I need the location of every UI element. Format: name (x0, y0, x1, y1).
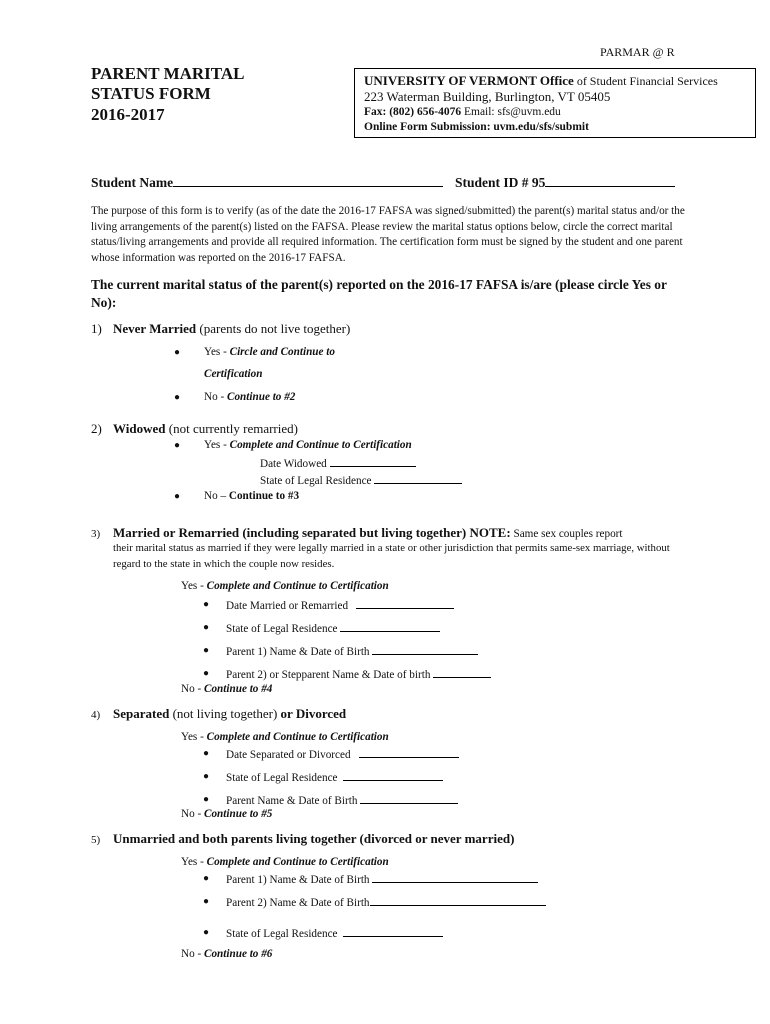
section-4-title: Separated (113, 706, 170, 721)
date-married-label: Date Married or Remarried (226, 600, 349, 612)
bullet-icon: ● (174, 440, 181, 451)
section-3-title: Married or Remarried (including separated but living together) (113, 525, 470, 540)
yes-label: Yes - (181, 580, 207, 592)
yes-label: Yes - (204, 439, 230, 451)
student-id-row (455, 175, 675, 191)
section-5-title: Unmarried and both parents living together (divorced or never married) (113, 831, 515, 846)
office-online-submission: Online Form Submission: uvm.edu/sfs/submit (364, 121, 589, 133)
legal-residence-field[interactable] (343, 926, 443, 937)
student-name-label: Student Name (91, 175, 174, 190)
date-married-field[interactable] (356, 598, 454, 609)
legal-residence-field[interactable] (343, 770, 443, 781)
parent-2-row (226, 667, 491, 681)
yes-action: Circle and Continue to (229, 346, 335, 358)
section-3-note-start: Same sex couples report (510, 528, 623, 540)
student-name-field[interactable] (173, 176, 443, 187)
no-action: Continue to #6 (204, 948, 273, 960)
form-title-line-3: 2016-2017 (91, 105, 165, 124)
yes-label: Yes - (181, 856, 207, 868)
parent-name-row (226, 793, 458, 807)
legal-residence-row (226, 621, 440, 635)
parent-2-field[interactable] (433, 667, 491, 678)
office-address-city: , VT 05405 (551, 89, 611, 104)
office-fax: Fax: (802) 656-4076 (364, 106, 462, 118)
section-5-no-option[interactable] (181, 948, 272, 960)
yes-action: Complete and Continue to Certification (206, 580, 389, 592)
parent-1-row (226, 644, 478, 658)
bullet-icon: ● (203, 771, 210, 782)
office-fax-email (364, 106, 561, 118)
office-address-street: 223 Waterman Building, Burlington (364, 89, 552, 104)
section-3-yes-option[interactable] (181, 580, 389, 592)
date-widowed-field[interactable] (330, 456, 416, 467)
section-4-yes-option[interactable] (181, 731, 389, 743)
section-1-yes-action-cont: Certification (204, 368, 263, 380)
legal-residence-label: State of Legal Residence (226, 772, 338, 784)
section-3-heading (91, 525, 623, 541)
student-id-field[interactable] (545, 176, 675, 187)
section-5-heading (91, 831, 514, 847)
parent-2-label: Parent 2) Name & Date of Birth (226, 897, 370, 909)
intro-paragraph: The purpose of this form is to verify (as of the date the 2016-17 FAFSA was signed/submitted) the parent(s) marital status and/or the living arrangements of the parent(s) listed on the FAFSA. Please review the marital status options below, circle the correct marital status/living arrangements and provide all required information. The certification form must be signed by the student and one parent whose information was reported on the 2016-17 FAFSA. (91, 205, 685, 264)
no-action: Continue to #5 (204, 808, 273, 820)
section-2-no-option[interactable] (204, 490, 299, 502)
no-label: No - (181, 683, 204, 695)
section-4-heading (91, 706, 346, 722)
legal-residence-label: State of Legal Residence (226, 623, 338, 635)
parent-2-label: Parent 2) or Stepparent Name & Date of birth (226, 669, 431, 681)
student-id-label: Student ID # 95 (455, 175, 546, 190)
section-1-title: Never Married (113, 321, 197, 336)
date-married-row (226, 598, 454, 612)
legal-residence-row (260, 473, 462, 487)
no-action: Continue to #3 (228, 490, 300, 502)
section-2-heading (91, 421, 298, 437)
parent-1-row (226, 872, 538, 886)
section-3-note-label: NOTE: (469, 525, 511, 540)
bullet-icon: ● (203, 645, 210, 656)
office-name: UNIVERSITY OF VERMONT Office (364, 73, 574, 88)
section-1-number: 1) (91, 321, 102, 336)
section-4-note: (not living together) (169, 706, 281, 721)
student-name-row (91, 175, 443, 191)
office-department: of Student Financial Services (573, 74, 718, 88)
section-2-number: 2) (91, 421, 102, 436)
section-3-no-option[interactable] (181, 683, 272, 695)
bullet-icon: ● (203, 927, 210, 938)
office-contact-box (354, 68, 756, 138)
form-code: PARMAR @ R (600, 45, 675, 59)
section-1-note: (parents do not live together) (196, 321, 351, 336)
form-title-line-2: STATUS FORM (91, 84, 211, 103)
yes-label: Yes - (181, 731, 207, 743)
section-1-heading (91, 321, 350, 337)
legal-residence-field[interactable] (374, 473, 462, 484)
section-1-no-option[interactable] (204, 391, 295, 403)
legal-residence-label: State of Legal Residence (260, 475, 372, 487)
date-separated-field[interactable] (359, 747, 459, 758)
legal-residence-row (226, 770, 443, 784)
bullet-icon: ● (203, 794, 210, 805)
parent-2-row (226, 895, 546, 909)
parent-1-label: Parent 1) Name & Date of Birth (226, 874, 370, 886)
bullet-icon: ● (203, 873, 210, 884)
section-4-no-option[interactable] (181, 808, 272, 820)
legal-residence-field[interactable] (340, 621, 440, 632)
no-label: No – (204, 490, 229, 502)
parent-2-field[interactable] (370, 895, 546, 906)
bullet-icon: ● (203, 622, 210, 633)
bullet-icon: ● (174, 491, 181, 502)
office-email: Email: sfs@uvm.edu (461, 106, 561, 118)
bullet-icon: ● (203, 599, 210, 610)
section-3-note: their marital status as married if they were legally married in a state or other jurisdiction that permits same-sex marriage, without regard to the state in which the couple now resides. (113, 542, 670, 570)
office-address (364, 89, 610, 105)
section-5-yes-option[interactable] (181, 856, 389, 868)
no-action: Continue to #4 (204, 683, 273, 695)
yes-action: Complete and Continue to Certification (206, 856, 389, 868)
parent-name-field[interactable] (360, 793, 458, 804)
legal-residence-label: State of Legal Residence (226, 928, 338, 940)
parent-1-field[interactable] (372, 644, 478, 655)
section-2-title: Widowed (113, 421, 166, 436)
bullet-icon: ● (174, 392, 181, 403)
no-action: Continue to #2 (227, 391, 296, 403)
date-widowed-row (260, 456, 416, 470)
no-label: No - (181, 808, 204, 820)
bullet-icon: ● (203, 668, 210, 679)
parent-1-label: Parent 1) Name & Date of Birth (226, 646, 370, 658)
date-separated-row (226, 747, 459, 761)
date-separated-label: Date Separated or Divorced (226, 749, 351, 761)
parent-1-field[interactable] (372, 872, 538, 883)
bullet-icon: ● (203, 896, 210, 907)
yes-label: Yes - (204, 346, 230, 358)
legal-residence-row (226, 926, 443, 940)
section-4-title-2: or Divorced (280, 706, 347, 721)
section-2-yes-option[interactable] (204, 439, 412, 451)
form-title-line-1: PARENT MARITAL (91, 64, 245, 83)
section-2-note: (not currently remarried) (165, 421, 298, 436)
parent-name-label: Parent Name & Date of Birth (226, 795, 358, 807)
office-line-1 (364, 73, 718, 89)
no-label: No - (204, 391, 227, 403)
section-1-yes-option[interactable] (204, 346, 335, 358)
marital-status-question: The current marital status of the parent(s) reported on the 2016-17 FAFSA is/are (please circle Yes or No): (91, 277, 667, 310)
date-widowed-label: Date Widowed (260, 458, 327, 470)
yes-action: Complete and Continue to Certification (229, 439, 412, 451)
bullet-icon: ● (174, 347, 181, 358)
bullet-icon: ● (203, 748, 210, 759)
no-label: No - (181, 948, 204, 960)
section-3-number: 3) (91, 528, 101, 540)
section-4-number: 4) (91, 709, 101, 721)
section-5-number: 5) (91, 834, 101, 846)
yes-action: Complete and Continue to Certification (206, 731, 389, 743)
